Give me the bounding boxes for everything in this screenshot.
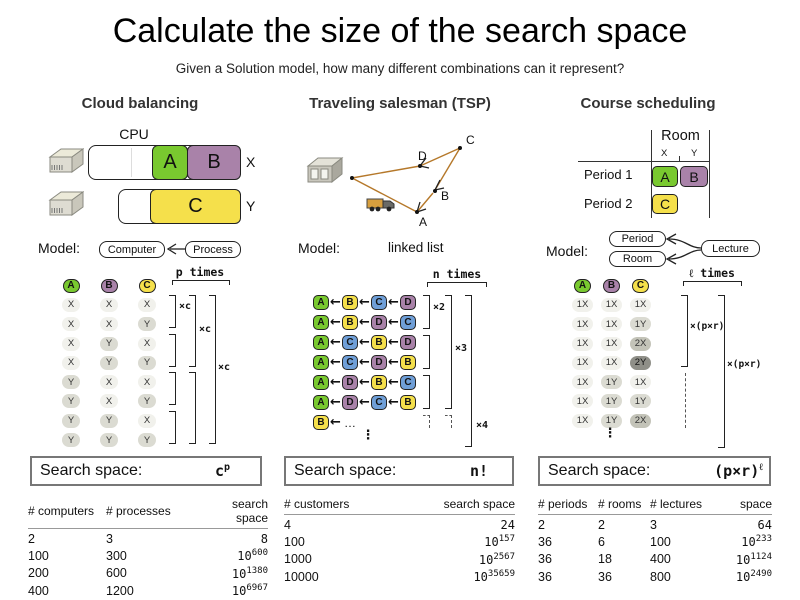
left-arrow-icon: ← [330, 395, 341, 410]
combo-header-badge: C [139, 279, 156, 293]
table-row [28, 546, 268, 564]
chain-node: C [400, 315, 416, 330]
chain-node: B [400, 355, 416, 370]
lecture-badge-b: B [680, 166, 708, 187]
table-row [284, 549, 515, 567]
combo-cell: X [100, 298, 118, 312]
room-y-label: Y [691, 148, 698, 159]
bracket [169, 411, 176, 444]
exponent: 1124 [750, 551, 772, 562]
timetable-vline [709, 130, 710, 218]
combo-cell: Y [138, 433, 156, 447]
cpu-bar-y [118, 189, 240, 224]
combo-cell: 1X [601, 356, 622, 370]
combo-header-badge: C [632, 279, 649, 293]
table-cell: 2 [598, 517, 605, 532]
combo-cell: X [138, 414, 156, 428]
n-times-label: n times [432, 267, 482, 281]
city-label-b: B [441, 189, 450, 203]
combo-cell: 2X [630, 337, 651, 351]
city-label-a: A [419, 215, 428, 229]
table-cell: 400 [650, 552, 671, 566]
combo-cell: 1X [601, 317, 622, 331]
table-header: # periods [538, 497, 598, 515]
left-arrow-icon: ← [330, 335, 341, 350]
search-space-box-cloud [30, 456, 262, 486]
course-combination-table [568, 276, 655, 430]
combo-cell: Y [138, 394, 156, 408]
left-arrow-icon: ← [359, 295, 370, 310]
room-header: Room [661, 128, 700, 144]
combo-cell: Y [138, 356, 156, 370]
combo-cell: Y [62, 375, 80, 389]
chain-node: B [371, 335, 387, 350]
combo-cell: 1X [572, 298, 593, 312]
table-cell: 6 [598, 534, 605, 549]
chain-node: B [342, 315, 358, 330]
lecture-badge-c: C [652, 194, 678, 214]
chain-node: B [400, 395, 416, 410]
table-cell: 100 [650, 534, 671, 549]
process-block-c: C [150, 189, 241, 224]
combo-cell: X [100, 394, 118, 408]
l-times-label: ℓ times [689, 266, 735, 280]
table-cell: 300 [106, 548, 127, 563]
n-times-brace [427, 282, 487, 287]
left-arrow-icon: ← [330, 295, 341, 310]
bracket [423, 335, 430, 369]
lecture-badge-a: A [652, 166, 678, 187]
table-cell: $10^{6967}$ [231, 583, 268, 598]
left-arrow-icon: ← [388, 335, 399, 350]
combo-cell: X [138, 298, 156, 312]
column-header-tsp: Traveling salesman (TSP) [309, 95, 491, 112]
chain-row [313, 375, 416, 390]
combo-cell: 1X [572, 394, 593, 408]
p-times-label: p times [175, 265, 225, 279]
chain-row [313, 295, 416, 310]
search-space-label: Search space: [40, 462, 143, 479]
chain-node: D [342, 375, 358, 390]
computer-y-label: Y [246, 198, 256, 214]
table-row [28, 563, 268, 581]
combo-cell: 1X [601, 298, 622, 312]
warehouse-icon [308, 158, 342, 182]
table-cell: 1200 [106, 583, 134, 598]
tsp-model-label: Model: [298, 240, 341, 256]
table-row [284, 515, 515, 532]
combo-cell: Y [62, 394, 80, 408]
exponent: 2490 [750, 569, 772, 579]
tsp-model-value: linked list [388, 240, 444, 255]
bracket-label: ×c [218, 362, 231, 373]
exponent: 6967 [246, 583, 268, 593]
combo-cell: X [100, 375, 118, 389]
chain-node: B [313, 415, 329, 430]
exponent: 35659 [487, 569, 515, 579]
bracket-label: ×c [199, 324, 212, 335]
server-icon [44, 148, 84, 175]
room-node-pill: Room [609, 251, 666, 267]
bracket [189, 372, 196, 444]
tsp-size-table [284, 497, 515, 584]
table-header: # lectures [650, 497, 720, 515]
bracket [209, 295, 216, 444]
table-row [538, 549, 772, 567]
server-icon [44, 191, 84, 218]
left-arrow-icon: ← [388, 375, 399, 390]
search-space-formula: $(p\times r)^\ell$ [714, 462, 763, 480]
table-cell: 36 [538, 534, 552, 549]
bracket-continued [445, 415, 452, 428]
table-header: # customers [284, 497, 402, 515]
bracket [169, 372, 176, 405]
combo-cell: X [62, 317, 80, 331]
combo-cell: 1Y [630, 317, 651, 331]
table-cell: $10^{157}$ [484, 534, 515, 549]
chain-node: D [371, 355, 387, 370]
combo-cell: X [62, 337, 80, 351]
table-cell: 10000 [284, 569, 319, 584]
bracket [423, 375, 430, 409]
left-arrow-icon: ← [330, 315, 341, 330]
search-space-box-course [538, 456, 771, 486]
left-arrow-icon: ← [330, 375, 341, 390]
left-arrow-icon: ← [388, 315, 399, 330]
lecture-node-pill: Lecture [701, 240, 760, 257]
chain-node: B [342, 295, 358, 310]
table-header: # rooms [598, 497, 650, 515]
combo-cell: 1Y [630, 394, 651, 408]
chain-node: C [342, 355, 358, 370]
bracket-label: ×c [179, 301, 192, 312]
table-header: # computers [28, 497, 106, 529]
bracket-label: ×(p×r) [690, 321, 725, 332]
table-cell: 8 [260, 531, 268, 546]
table-cell: $10^{1380}$ [231, 565, 268, 581]
combo-cell: X [100, 317, 118, 331]
city-label-c: C [466, 133, 475, 147]
bracket-label: ×2 [433, 302, 446, 313]
cpu-bar-x [88, 145, 240, 180]
bracket [681, 295, 688, 367]
tsp-combination-table [313, 295, 416, 430]
table-cell: 1000 [284, 552, 312, 566]
combo-cell: Y [100, 337, 118, 351]
column-header-cloud: Cloud balancing [81, 95, 199, 112]
timetable-hline [578, 161, 709, 162]
search-space-formula: n! [469, 462, 488, 480]
table-row [538, 515, 772, 532]
table-cell: $10^{600}$ [237, 548, 268, 563]
bracket-label: ×3 [455, 343, 468, 354]
table-cell: 24 [500, 517, 515, 532]
bracket-continued [423, 415, 430, 428]
cloud-combination-table [52, 276, 166, 450]
chain-node: A [313, 295, 329, 310]
chain-node: A [313, 395, 329, 410]
cpu-tick [131, 148, 132, 177]
combo-cell: 1X [572, 356, 593, 370]
table-header: search space [402, 497, 515, 515]
tsp-route-map [292, 122, 492, 232]
table-cell: $10^{2490}$ [735, 569, 772, 584]
left-arrow-icon: ← [359, 375, 370, 390]
combo-cell: Y [62, 414, 80, 428]
combo-cell: Y [138, 317, 156, 331]
bracket [465, 295, 472, 447]
chain-row [313, 335, 416, 350]
table-cell: 18 [598, 552, 612, 566]
table-row [28, 529, 268, 546]
combo-cell: 2X [630, 414, 651, 428]
table-cell: 200 [28, 566, 49, 580]
chain-node: D [371, 315, 387, 330]
exponent: 1380 [246, 565, 268, 576]
bracket-continued [685, 373, 686, 428]
combo-cell: X [138, 375, 156, 389]
table-cell: 100 [28, 548, 49, 563]
bracket-label: ×4 [476, 420, 489, 431]
chain-row [313, 395, 416, 410]
combo-cell: X [62, 356, 80, 370]
table-cell: $10^{2567}$ [478, 551, 515, 567]
table-row [284, 567, 515, 585]
left-arrow-icon: ← [330, 415, 341, 430]
left-arrow-icon: ← [359, 395, 370, 410]
chain-node: A [313, 315, 329, 330]
vertical-dots: ⋮ [603, 426, 617, 441]
combo-header-badge: B [101, 279, 118, 293]
exponent: 600 [251, 548, 268, 558]
period-node-pill: Period [609, 231, 666, 247]
table-header: # processes [106, 497, 198, 529]
combo-cell: Y [100, 433, 118, 447]
p-times-brace [172, 280, 230, 285]
table-row [284, 532, 515, 550]
table-cell: 400 [28, 583, 49, 598]
table-row [28, 581, 268, 599]
table-cell: 64 [757, 517, 772, 532]
bracket-label: ×(p×r) [727, 359, 762, 370]
exponent: 2567 [493, 551, 515, 562]
table-cell: 36 [538, 569, 552, 584]
cpu-label: CPU [119, 126, 149, 142]
period2-label: Period 2 [584, 196, 633, 211]
table-header: search space [198, 497, 268, 529]
combo-header-badge: A [574, 279, 591, 293]
combo-cell: 1Y [601, 394, 622, 408]
combo-cell: 1X [572, 375, 593, 389]
table-cell: $10^{35659}$ [473, 569, 515, 584]
cloud-size-table [28, 497, 268, 598]
chain-node: B [371, 375, 387, 390]
chain-node: C [371, 295, 387, 310]
table-cell: 3 [106, 531, 113, 546]
chain-node: D [400, 335, 416, 350]
combo-cell: Y [100, 414, 118, 428]
combo-cell: 1X [572, 337, 593, 351]
column-header-course: Course scheduling [580, 95, 716, 112]
left-arrow-icon: ← [388, 295, 399, 310]
combo-cell: Y [62, 433, 80, 447]
chain-row [313, 355, 416, 370]
chain-node: D [400, 295, 416, 310]
vertical-dots: ⋮ [361, 428, 375, 443]
process-block-b: B [187, 145, 241, 180]
bracket [718, 295, 725, 448]
table-cell: 36 [538, 552, 552, 566]
table-header: space [720, 497, 772, 515]
combo-cell: 1Y [601, 375, 622, 389]
left-arrow-icon: ← [330, 355, 341, 370]
table-cell: $10^{233}$ [741, 534, 772, 549]
table-cell: 2 [538, 517, 545, 532]
chain-row [313, 315, 416, 330]
combo-header-badge: A [63, 279, 80, 293]
search-space-label: Search space: [294, 462, 397, 479]
left-arrow-icon: ← [359, 355, 370, 370]
table-row [538, 532, 772, 550]
combo-cell: X [138, 337, 156, 351]
combo-cell: Y [100, 356, 118, 370]
combo-header-badge: B [603, 279, 620, 293]
page-title: Calculate the size of the search space [112, 12, 688, 50]
combo-cell: 2Y [630, 356, 651, 370]
left-arrow-icon: ← [388, 395, 399, 410]
table-cell: 800 [650, 569, 671, 584]
left-arrow-icon: ← [388, 355, 399, 370]
process-block-a: A [152, 145, 188, 180]
combo-cell: 1Y [601, 414, 622, 428]
table-cell: 4 [284, 517, 291, 532]
search-space-box-tsp [284, 456, 514, 486]
bracket [423, 295, 430, 329]
room-x-label: X [661, 148, 668, 159]
chain-node: C [371, 395, 387, 410]
left-arrow-icon: ← [359, 335, 370, 350]
combo-cell: 1X [601, 337, 622, 351]
l-times-brace [683, 281, 742, 286]
table-cell: 3 [650, 517, 657, 532]
chain-node: A [313, 355, 329, 370]
chain-node: A [313, 335, 329, 350]
combo-cell: 1X [630, 375, 651, 389]
bracket [169, 334, 176, 367]
period1-label: Period 1 [584, 167, 633, 182]
chain-node: A [313, 375, 329, 390]
table-cell: 100 [284, 534, 305, 549]
computer-x-label: X [246, 154, 256, 170]
bracket [169, 295, 176, 328]
course-size-table [538, 497, 772, 584]
page-subtitle: Given a Solution model, how many different combinations can it represent? [175, 61, 625, 76]
process-node-pill: Process [185, 241, 241, 258]
left-arrow-icon [164, 243, 186, 255]
chain-node: C [400, 375, 416, 390]
table-cell: 2 [28, 531, 35, 546]
ellipsis: … [344, 415, 357, 430]
chain-node: D [342, 395, 358, 410]
cloud-model-label: Model: [38, 240, 81, 256]
table-cell: 36 [598, 569, 612, 584]
combo-cell: 1X [572, 317, 593, 331]
left-arrow-icon: ← [359, 315, 370, 330]
search-space-formula: $c^p$ [214, 462, 230, 480]
combo-cell: 1X [572, 414, 593, 428]
combo-cell: X [62, 298, 80, 312]
course-model-label: Model: [546, 243, 589, 259]
table-row [538, 567, 772, 585]
computer-node-pill: Computer [99, 241, 165, 258]
city-label-d: D [418, 149, 427, 163]
chain-node: C [342, 335, 358, 350]
table-cell: $10^{1124}$ [735, 551, 772, 567]
exponent: 157 [498, 534, 515, 544]
combo-cell: 1X [630, 298, 651, 312]
search-space-label: Search space: [548, 462, 651, 479]
bracket [445, 295, 452, 409]
table-cell: 600 [106, 566, 127, 580]
exponent: 233 [755, 534, 772, 544]
truck-icon [367, 199, 394, 211]
